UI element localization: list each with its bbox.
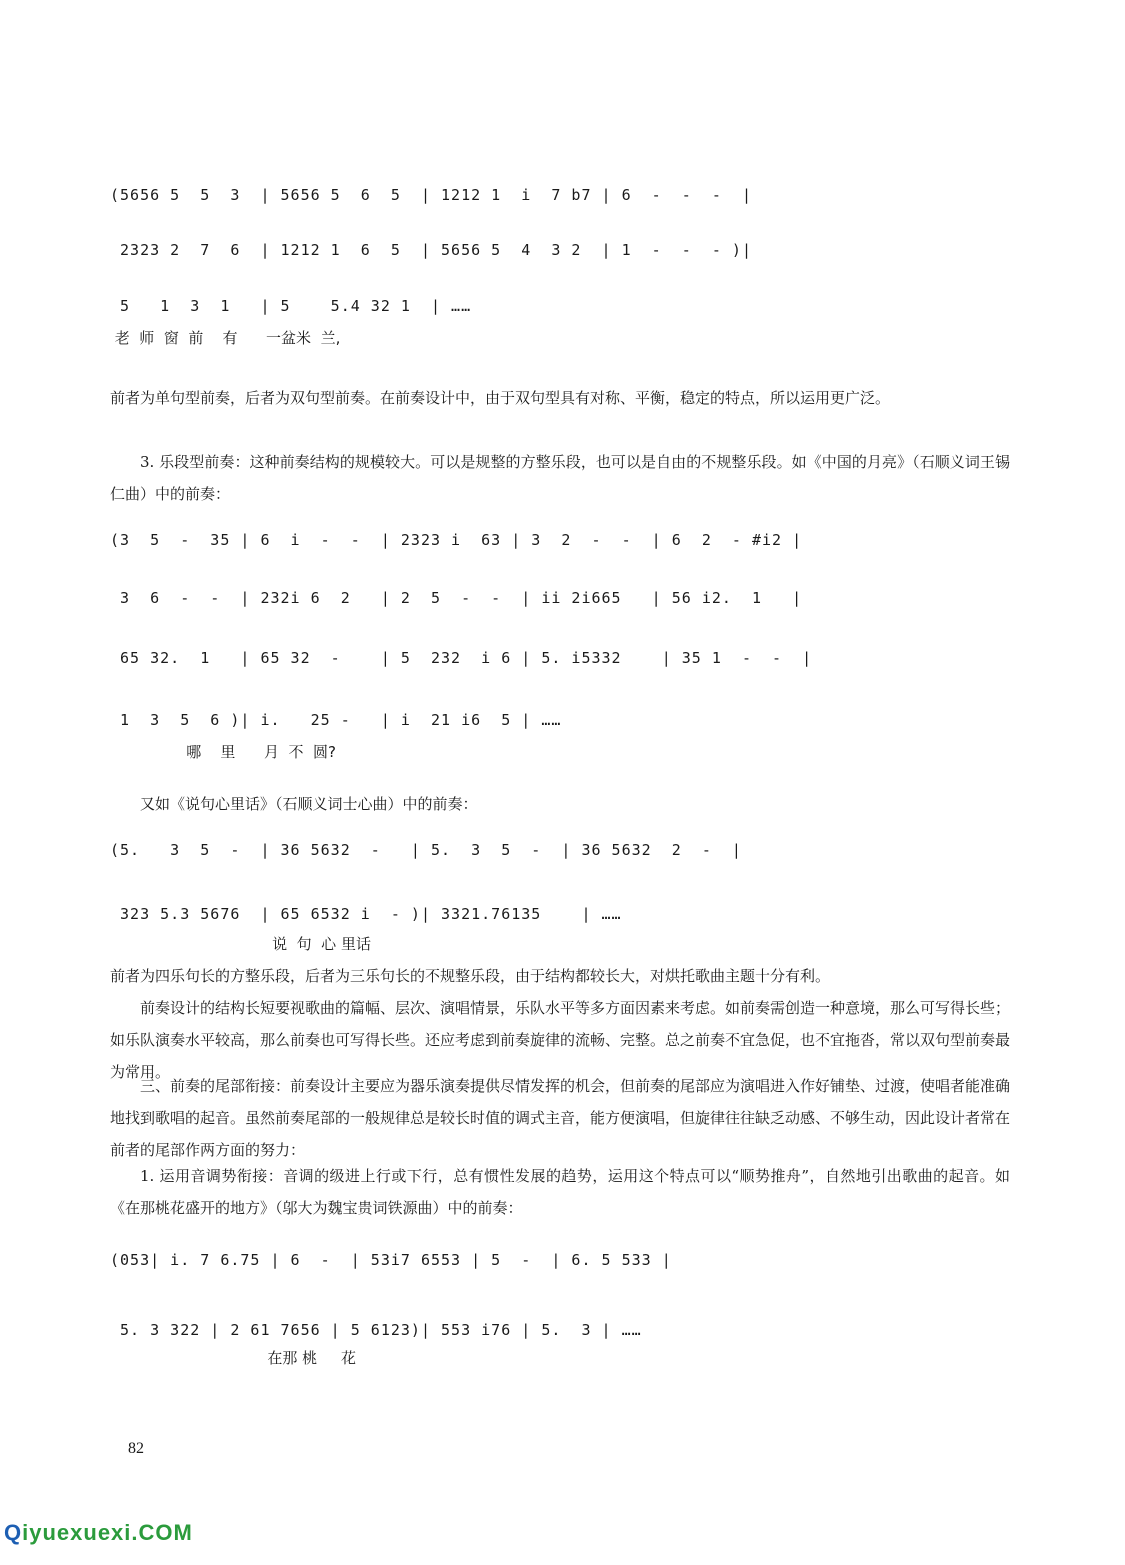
- notation-example-4-line-2: 5. 3 322 | 2 61 7656 | 5 6123)| 553 i76 | 5. 3 | ……: [110, 1321, 642, 1339]
- paragraph-single-double: 前者为单句型前奏，后者为双句型前奏。在前奏设计中，由于双句型具有对称、平衡，稳定的特点，所以运用更广泛。: [110, 389, 891, 407]
- watermark-q: Q: [4, 1520, 23, 1545]
- lyric-example-2: 哪 里 月 不 圆?: [110, 743, 337, 761]
- watermark-text: iyuexuexi.COM: [22, 1520, 193, 1545]
- lyric-example-1: 老 师 窗 前 有 一盆米 兰,: [110, 329, 341, 347]
- paragraph-structure-length: 前奏设计的结构长短要视歌曲的篇幅、层次、演唱情景，乐队水平等多方面因素来考虑。如前奏需创造一种意境，那么可写得长些；如乐队演奏水平较高，那么前奏也可写得长些。还应考虑到前奏旋律的流畅、完整。总之前奏不宜急促，也不宜拖沓，常以双句型前奏最为常用。: [110, 999, 1011, 1081]
- lyric-example-4: 在那 桃 花: [110, 1349, 356, 1367]
- paragraph-another-example: 又如《说句心里话》（石顺义词士心曲）中的前奏：: [140, 795, 478, 813]
- notation-example-2-line-2: 3 6 - - | 232i 6 2 | 2 5 - - | ii 2i665 | 56 i2. 1 |: [110, 589, 803, 607]
- paragraph-comparison: 前者为四乐句长的方整乐段，后者为三乐句长的不规整乐段，由于结构都较长大，对烘托歌曲主题十分有利。: [110, 967, 831, 985]
- notation-example-2-line-4: 1 3 5 6 )| i. 25 - | i 21 i6 5 | ……: [110, 711, 562, 729]
- paragraph-tail-connection: 三、前奏的尾部衔接：前奏设计主要应为器乐演奏提供尽情发挥的机会，但前奏的尾部应为演唱进入作好铺垫、过渡，使唱者能准确地找到歌唱的起音。虽然前奏尾部的一般规律总是较长时值的调式主音，能方便演唱，但旋律往往缺乏动感、不够生动，因此设计者常在前者的尾部作两方面的努力：: [110, 1077, 1011, 1159]
- notation-example-1-line-3: 5 1 3 1 | 5 5.4 32 1 | ……: [110, 297, 472, 315]
- paragraph-tone-trend: 1. 运用音调势衔接：音调的级进上行或下行，总有惯性发展的趋势，运用这个特点可以“顺势推舟”，自然地引出歌曲的起音。如《在那桃花盛开的地方》（邬大为魏宝贵词铁源曲）中的前奏：: [110, 1167, 1010, 1217]
- notation-example-3-line-2: 323 5.3 5676 | 65 6532 i - )| 3321.76135 | ……: [110, 905, 622, 923]
- paragraph-section-prelude: 3. 乐段型前奏：这种前奏结构的规模较大。可以是规整的方整乐段，也可以是自由的不规整乐段。如《中国的月亮》（石顺义词王锡仁曲）中的前奏：: [110, 453, 1010, 503]
- lyric-example-3: 说 句 心 里话: [110, 935, 371, 953]
- site-watermark: [4, 1520, 193, 1546]
- notation-example-3-line-1: (5. 3 5 - | 36 5632 - | 5. 3 5 - | 36 5632 2 - |: [110, 841, 742, 859]
- page-number: 82: [128, 1440, 144, 1457]
- notation-example-1-line-1: (5656 5 5 3 | 5656 5 6 5 | 1212 1 i 7 b7 | 6 - - - |: [110, 186, 752, 204]
- notation-example-4-line-1: (053| i. 7 6.75 | 6 - | 53i7 6553 | 5 - | 6. 5 533 |: [110, 1251, 672, 1269]
- notation-example-2-line-1: (3 5 - 35 | 6 i - - | 2323 i 63 | 3 2 - - | 6 2 - #i2 |: [110, 531, 803, 549]
- notation-example-1-line-2: 2323 2 7 6 | 1212 1 6 5 | 5656 5 4 3 2 | 1 - - - )|: [110, 241, 752, 259]
- notation-example-2-line-3: 65 32. 1 | 65 32 - | 5 232 i 6 | 5. i5332 | 35 1 - - |: [110, 649, 813, 667]
